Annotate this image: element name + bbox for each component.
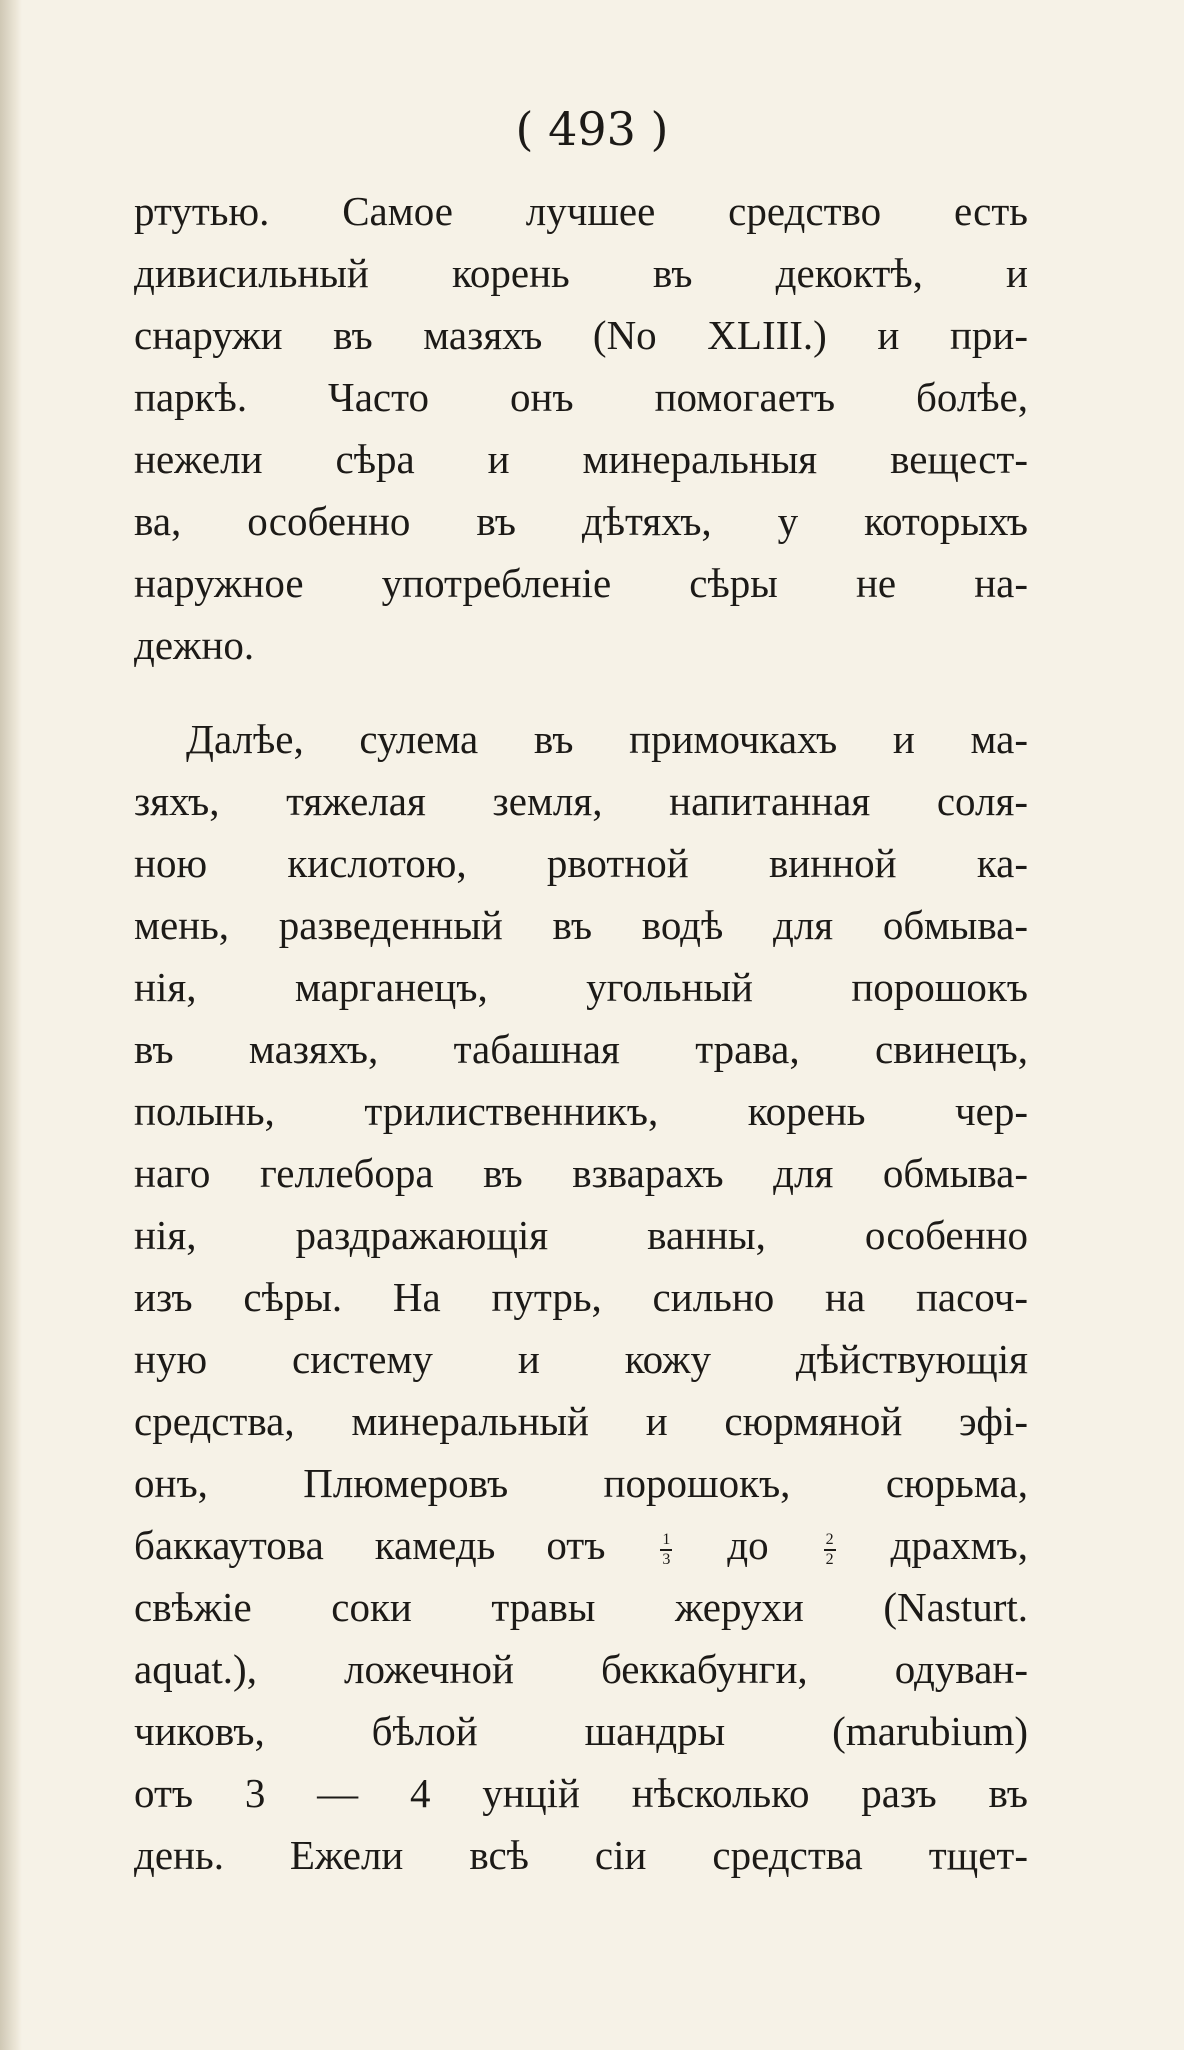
text-line: Далѣе, сулема въ примочкахъ и ма- xyxy=(186,716,1028,762)
fraction-two-halves: $\frac{2}{2}$ xyxy=(825,1530,834,1568)
text-line-with-fractions xyxy=(134,1514,1028,1576)
text-line: зяхъ, тяжелая земля, напитанная соля- xyxy=(134,778,1028,824)
text-line: изъ сѣры. На путрь, сильно на пасоч- xyxy=(134,1274,1028,1320)
text-line: ную систему и кожу дѣйствующія xyxy=(134,1336,1028,1382)
text-line: въ мазяхъ, табашная трава, свинецъ, xyxy=(134,1026,1028,1072)
body-text xyxy=(134,180,1028,1886)
text-line: полынь, трилиственникъ, корень чер- xyxy=(134,1088,1028,1134)
paragraph-gap xyxy=(134,676,1028,708)
text-line: средства, минеральный и сюрмяной эфі- xyxy=(134,1398,1028,1444)
text-line: мень, разведенный въ водѣ для обмыва- xyxy=(134,902,1028,948)
text-line: отъ 3 — 4 унцій нѣсколько разъ въ xyxy=(134,1770,1028,1816)
text-line: дивисильный корень въ декоктѣ, и xyxy=(134,250,1028,296)
text-line: паркѣ. Часто онъ помогаетъ болѣе, xyxy=(134,374,1028,420)
text-line: нія, марганецъ, угольный порошокъ xyxy=(134,964,1028,1010)
page-binding-edge xyxy=(0,0,22,2050)
text-line: наго геллебора въ взварахъ для обмыва- xyxy=(134,1150,1028,1196)
text-line: свѣжіе соки травы жерухи (Nasturt. xyxy=(134,1584,1028,1630)
fraction-line-before: баккаутова камедь отъ xyxy=(134,1522,606,1568)
text-line: нежели сѣра и минеральныя вещест- xyxy=(134,436,1028,482)
text-line: снаружи въ мазяхъ (No XLIII.) и при- xyxy=(134,312,1028,358)
text-line: чиковъ, бѣлой шандры (marubium) xyxy=(134,1708,1028,1754)
page-number: ( 493 ) xyxy=(515,102,669,156)
fraction-line-after: драхмъ, xyxy=(890,1522,1028,1568)
text-line: дежно. xyxy=(134,622,255,668)
paragraph-1 xyxy=(134,180,1028,676)
text-line: ною кислотою, рвотной винной ка- xyxy=(134,840,1028,886)
fraction-one-third: $\frac{1}{3}$ xyxy=(662,1530,671,1568)
text-line: aquat.), ложечной беккабунги, одуван- xyxy=(134,1646,1028,1692)
text-line: нія, раздражающія ванны, особенно xyxy=(134,1212,1028,1258)
text-line: наружное употребленіе сѣры не на- xyxy=(134,560,1028,606)
fraction-line-middle: до xyxy=(727,1522,769,1568)
text-line: ртутью. Самое лучшее средство есть xyxy=(134,188,1028,234)
text-line: ва, особенно въ дѣтяхъ, у которыхъ xyxy=(134,498,1028,544)
text-line: день. Ежели всѣ сіи средства тщет- xyxy=(134,1832,1028,1878)
text-line: онъ, Плюмеровъ порошокъ, сюрьма, xyxy=(134,1460,1028,1506)
paragraph-2 xyxy=(134,708,1028,1886)
